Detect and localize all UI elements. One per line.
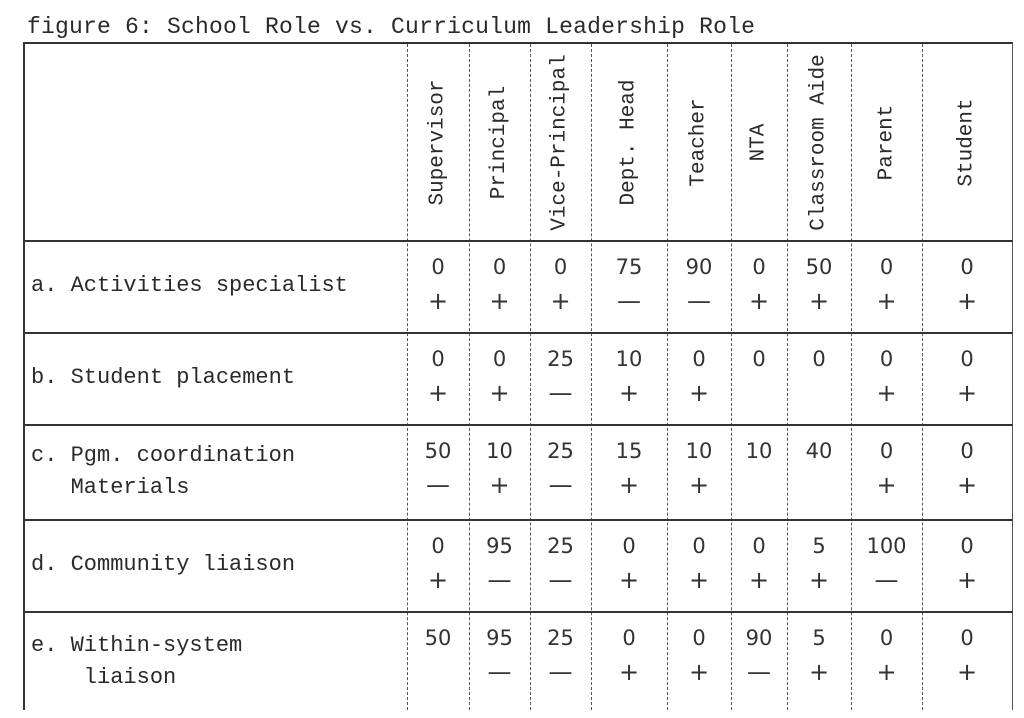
- cell-sign: +: [956, 566, 978, 594]
- column-header-label: NTA: [747, 123, 771, 161]
- cell-sign: —: [874, 566, 899, 594]
- cell-sign: +: [618, 379, 640, 407]
- column-header-label: Principal: [488, 85, 512, 199]
- cell-value: 25: [547, 439, 574, 463]
- cell-sign: +: [876, 379, 897, 407]
- cell-value: 0: [879, 439, 894, 463]
- column-header-label: Student: [955, 97, 979, 187]
- cell-value: 0: [431, 534, 445, 558]
- table-cell: [530, 529, 591, 597]
- table-cell: [787, 529, 851, 597]
- cell-sign: +: [550, 287, 571, 315]
- row-divider: [25, 519, 1013, 521]
- cell-sign: +: [956, 471, 978, 499]
- cell-value: 50: [424, 439, 452, 463]
- column-header: [731, 44, 787, 240]
- table-cell: [922, 434, 1012, 502]
- table-cell: [851, 342, 922, 410]
- row-label: b. Student placement: [31, 365, 296, 390]
- table-cell: [407, 434, 469, 502]
- column-header-label: Teacher: [687, 97, 711, 187]
- cell-sign: —: [548, 658, 573, 686]
- cell-sign: —: [548, 566, 573, 594]
- cell-sign: +: [808, 658, 830, 686]
- table-cell: [530, 621, 591, 689]
- table-cell: [851, 434, 922, 502]
- cell-sign: —: [747, 658, 771, 686]
- cell-sign: —: [548, 471, 573, 499]
- cell-sign: +: [748, 287, 770, 315]
- cell-sign: +: [427, 379, 449, 407]
- row-label: e. Within-system liaison: [31, 632, 243, 690]
- table-cell: [469, 434, 530, 502]
- column-header: [787, 44, 851, 240]
- cell-sign: —: [426, 471, 450, 499]
- cell-value: 90: [685, 255, 713, 279]
- cell-sign: +: [956, 379, 978, 407]
- column-header-label: Vice-Principal: [549, 53, 572, 231]
- table-cell: [591, 250, 667, 318]
- cell-sign: +: [489, 471, 510, 499]
- cell-sign: +: [876, 658, 897, 686]
- cell-sign: +: [808, 566, 830, 594]
- table-cell: [731, 434, 787, 502]
- cell-sign: +: [956, 287, 978, 315]
- table-cell: [787, 621, 851, 689]
- cell-sign: —: [617, 287, 641, 315]
- cell-sign: +: [489, 287, 510, 315]
- table-cell: [591, 342, 667, 410]
- cell-sign: +: [618, 658, 640, 686]
- cell-value: 0: [960, 347, 974, 371]
- cell-sign: +: [688, 658, 710, 686]
- row-divider: [25, 332, 1013, 334]
- cell-value: 50: [805, 255, 833, 279]
- table-cell: [731, 250, 787, 318]
- cell-value: 0: [752, 255, 766, 279]
- cell-value: 100: [866, 534, 907, 558]
- table-cell: [667, 342, 731, 410]
- column-header-label: Classroom Aide: [807, 53, 831, 231]
- column-header-label: Dept. Head: [617, 78, 641, 206]
- table-cell: [530, 434, 591, 502]
- table-cell: [667, 434, 731, 502]
- table-cell: [407, 529, 469, 597]
- cell-value: 75: [615, 255, 643, 279]
- table-cell: [469, 529, 530, 597]
- column-header-label: Parent: [875, 104, 898, 180]
- cell-value: 0: [431, 347, 445, 371]
- table-cell: [667, 529, 731, 597]
- cell-value: 40: [805, 439, 833, 463]
- table-cell: [667, 621, 731, 689]
- table-cell: [922, 621, 1012, 689]
- cell-value: 15: [615, 439, 643, 463]
- cell-value: 10: [685, 439, 713, 463]
- cell-value: 25: [547, 347, 574, 371]
- column-header: [407, 44, 469, 240]
- table-cell: [787, 342, 851, 410]
- table-cell: [591, 621, 667, 689]
- cell-sign: +: [688, 379, 710, 407]
- cell-value: 0: [692, 534, 706, 558]
- table-cell: [922, 529, 1012, 597]
- cell-value: 0: [960, 439, 974, 463]
- table-cell: [591, 434, 667, 502]
- cell-value: 10: [486, 439, 513, 463]
- table-cell: [851, 529, 922, 597]
- cell-sign: +: [489, 379, 510, 407]
- table-cell: [530, 342, 591, 410]
- cell-sign: +: [808, 287, 830, 315]
- cell-value: 0: [431, 255, 445, 279]
- column-header: [530, 44, 591, 240]
- cell-value: 50: [424, 626, 452, 650]
- table-cell: [591, 529, 667, 597]
- cell-value: 0: [960, 626, 974, 650]
- column-header: [469, 44, 530, 240]
- row-label: c. Pgm. coordination Materials: [31, 442, 296, 500]
- cell-value: 95: [486, 626, 513, 650]
- column-header: [922, 44, 1012, 240]
- table-cell: [407, 250, 469, 318]
- table-cell: [851, 250, 922, 318]
- cell-sign: +: [876, 287, 897, 315]
- cell-value: 0: [879, 255, 894, 279]
- row-divider: [25, 611, 1013, 613]
- column-header: [591, 44, 667, 240]
- cell-sign: —: [487, 658, 512, 686]
- table-cell: [469, 342, 530, 410]
- cell-value: 10: [615, 347, 643, 371]
- cell-value: 90: [745, 626, 773, 650]
- column-header: [667, 44, 731, 240]
- cell-value: 0: [553, 255, 568, 279]
- cell-value: 0: [960, 255, 974, 279]
- table-cell: [530, 250, 591, 318]
- table-cell: [731, 342, 787, 410]
- cell-sign: —: [487, 566, 512, 594]
- cell-value: 0: [692, 626, 706, 650]
- table-cell: [922, 250, 1012, 318]
- table-cell: [851, 621, 922, 689]
- cell-sign: +: [618, 471, 640, 499]
- column-header-label: Supervisor: [426, 78, 450, 206]
- table-cell: [731, 529, 787, 597]
- cell-value: 0: [960, 534, 974, 558]
- cell-sign: +: [688, 566, 710, 594]
- row-label: d. Community liaison: [31, 552, 296, 577]
- cell-sign: +: [956, 658, 978, 686]
- cell-value: 95: [486, 534, 513, 558]
- cell-value: 5: [812, 534, 826, 558]
- cell-sign: +: [618, 566, 640, 594]
- row-divider: [25, 424, 1013, 426]
- cell-value: 0: [492, 347, 507, 371]
- cell-value: 5: [812, 626, 826, 650]
- table-cell: [787, 250, 851, 318]
- cell-value: 0: [622, 534, 636, 558]
- row-label: a. Activities specialist: [31, 273, 348, 298]
- cell-sign: +: [876, 471, 897, 499]
- role-table: [23, 42, 1013, 710]
- cell-sign: +: [427, 287, 449, 315]
- cell-value: 10: [745, 439, 773, 463]
- cell-value: 0: [752, 534, 766, 558]
- table-cell: [667, 250, 731, 318]
- cell-value: 0: [879, 347, 894, 371]
- table-cell: [469, 621, 530, 689]
- table-cell: [407, 342, 469, 410]
- cell-sign: —: [687, 287, 711, 315]
- cell-value: 0: [879, 626, 894, 650]
- cell-value: 25: [547, 626, 574, 650]
- cell-value: 0: [752, 347, 766, 371]
- table-cell: [787, 434, 851, 502]
- cell-value: 25: [547, 534, 574, 558]
- cell-sign: +: [748, 566, 770, 594]
- table-cell: [469, 250, 530, 318]
- cell-sign: +: [688, 471, 710, 499]
- cell-value: 0: [622, 626, 636, 650]
- cell-sign: +: [427, 566, 449, 594]
- cell-sign: —: [548, 379, 573, 407]
- cell-value: 0: [812, 347, 826, 371]
- cell-value: 0: [692, 347, 706, 371]
- cell-value: 0: [492, 255, 507, 279]
- table-cell: [407, 621, 469, 689]
- column-header: [851, 44, 922, 240]
- table-cell: [731, 621, 787, 689]
- figure-title: figure 6: School Role vs. Curriculum Leadership Role: [27, 14, 756, 40]
- table-cell: [922, 342, 1012, 410]
- row-divider: [25, 240, 1013, 242]
